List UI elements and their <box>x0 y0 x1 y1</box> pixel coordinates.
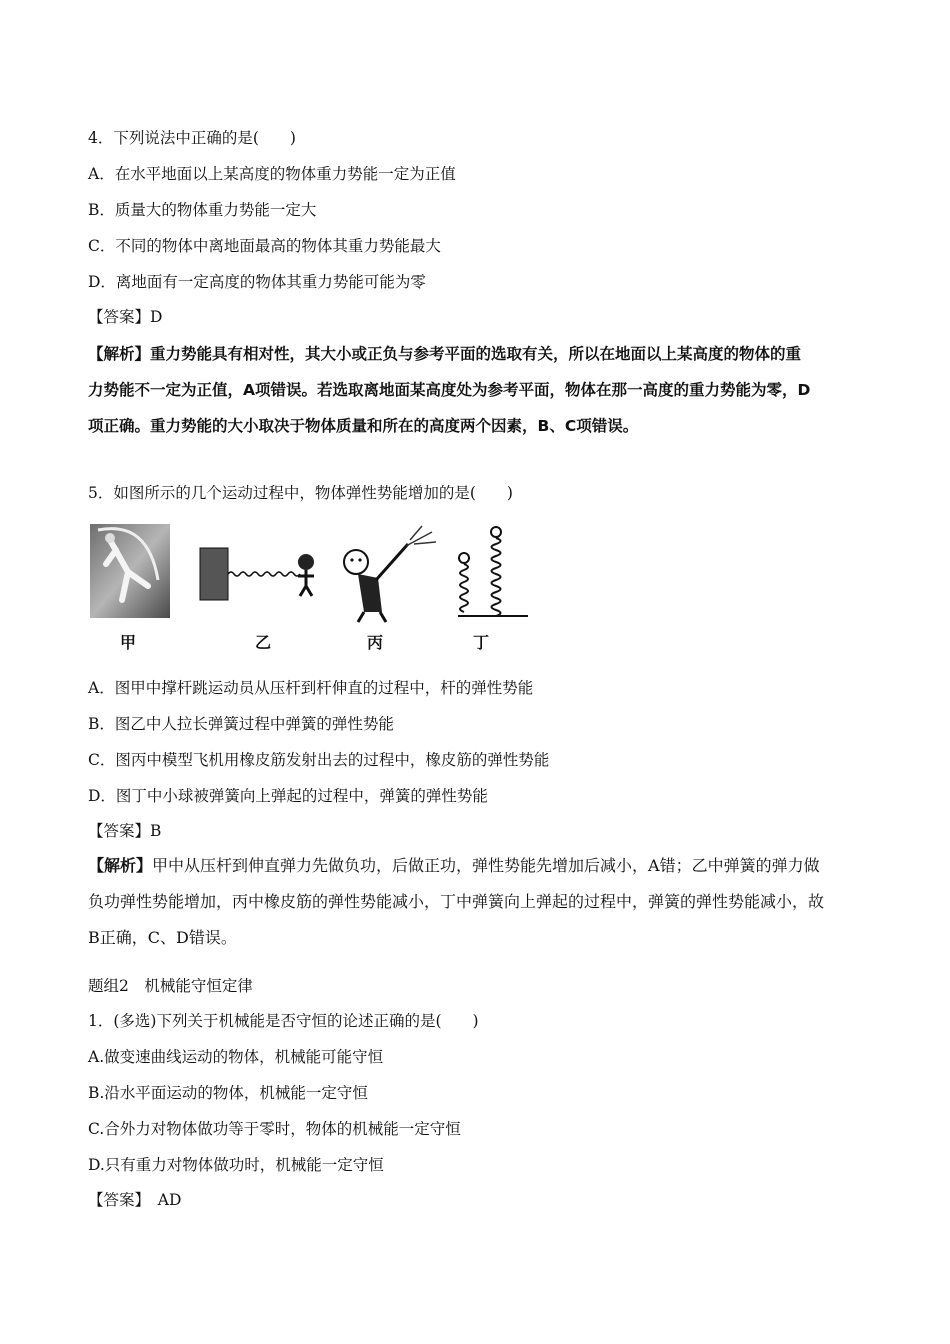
q5-option-d: D．图丁中小球被弹簧向上弹起的过程中，弹簧的弹性势能 <box>88 787 488 805</box>
springs-with-balls-drawing <box>458 527 528 616</box>
figure-label-bing: 丙 <box>367 633 384 652</box>
g2q1-option-d: D.只有重力对物体做功时，机械能一定守恒 <box>88 1156 384 1174</box>
q5-option-c: C．图丙中模型飞机用橡皮筋发射出去的过程中，橡皮筋的弹性势能 <box>88 751 550 769</box>
q5-analysis <box>88 848 858 956</box>
q5-stem: 5．如图所示的几个运动过程中，物体弹性势能增加的是( ) <box>88 484 513 502</box>
q4-option-d: D．离地面有一定高度的物体其重力势能可能为零 <box>88 273 426 291</box>
g2q1-option-c: C.合外力对物体做功等于零时，物体的机械能一定守恒 <box>88 1120 461 1138</box>
figure-label-ding: 丁 <box>473 633 490 652</box>
analysis-line <box>88 336 858 372</box>
answer-tag: 【答案】 <box>88 308 151 326</box>
answer-tag: 【答案】 <box>88 822 151 840</box>
answer-tag: 【答案】 <box>88 1191 143 1209</box>
analysis-tag: 【解析】 <box>88 345 151 363</box>
analysis-line: 项正确。重力势能的大小取决于物体质量和所在的高度两个因素，B、C项错误。 <box>88 417 639 435</box>
q5-answer <box>88 821 161 841</box>
answer-value: AD <box>142 1191 182 1209</box>
g2q1-stem: 1．(多选)下列关于机械能是否守恒的论述正确的是( ) <box>88 1012 479 1030</box>
analysis-text: 重力势能具有相对性，其大小或正负与参考平面的选取有关，所以在地面以上某高度的物体的重 <box>150 345 802 363</box>
figure-label-yi: 乙 <box>255 633 272 652</box>
q4-answer <box>88 307 162 327</box>
q5-figure-illustrations <box>88 520 548 630</box>
analysis-line: B正确，C、D错误。 <box>88 928 237 947</box>
q4-stem: 4．下列说法中正确的是( ) <box>88 129 296 147</box>
q5-option-b: B．图乙中人拉长弹簧过程中弹簧的弹性势能 <box>88 715 394 733</box>
g2q1-option-a: A.做变速曲线运动的物体，机械能可能守恒 <box>88 1048 384 1066</box>
pole-vault-photo <box>90 524 170 618</box>
analysis-line <box>88 848 858 884</box>
spring-pull-drawing <box>200 548 314 600</box>
q4-option-c: C．不同的物体中离地面最高的物体其重力势能最大 <box>88 237 441 255</box>
analysis-line: 负功弹性势能增加，丙中橡皮筋的弹性势能减小，丁中弹簧向上弹起的过程中，弹簧的弹性势能减小，故 <box>88 892 825 911</box>
analysis-text: 甲中从压杆到伸直弹力先做负功，后做正功，弹性势能先增加后减小，A错；乙中弹簧的弹力做 <box>152 856 820 875</box>
analysis-tag: 【解析】 <box>88 856 153 875</box>
q5-option-a: A．图甲中撑杆跳运动员从压杆到杆伸直的过程中，杆的弹性势能 <box>88 679 534 697</box>
answer-value: B <box>150 822 162 840</box>
q4-option-b: B．质量大的物体重力势能一定大 <box>88 201 317 219</box>
model-plane-drawing <box>344 526 436 622</box>
q4-option-a: A．在水平地面以上某高度的物体重力势能一定为正值 <box>88 165 456 183</box>
q4-analysis <box>88 336 858 444</box>
analysis-line: 力势能不一定为正值，A项错误。若选取离地面某高度处为参考平面，物体在那一高度的重力势能为零，D <box>88 381 811 399</box>
figure-label-jia: 甲 <box>120 633 137 652</box>
g2q1-option-b: B.沿水平面运动的物体，机械能一定守恒 <box>88 1084 368 1102</box>
answer-value: D <box>150 308 163 326</box>
g2q1-answer <box>88 1190 181 1210</box>
group2-title: 题组2 机械能守恒定律 <box>88 977 253 995</box>
